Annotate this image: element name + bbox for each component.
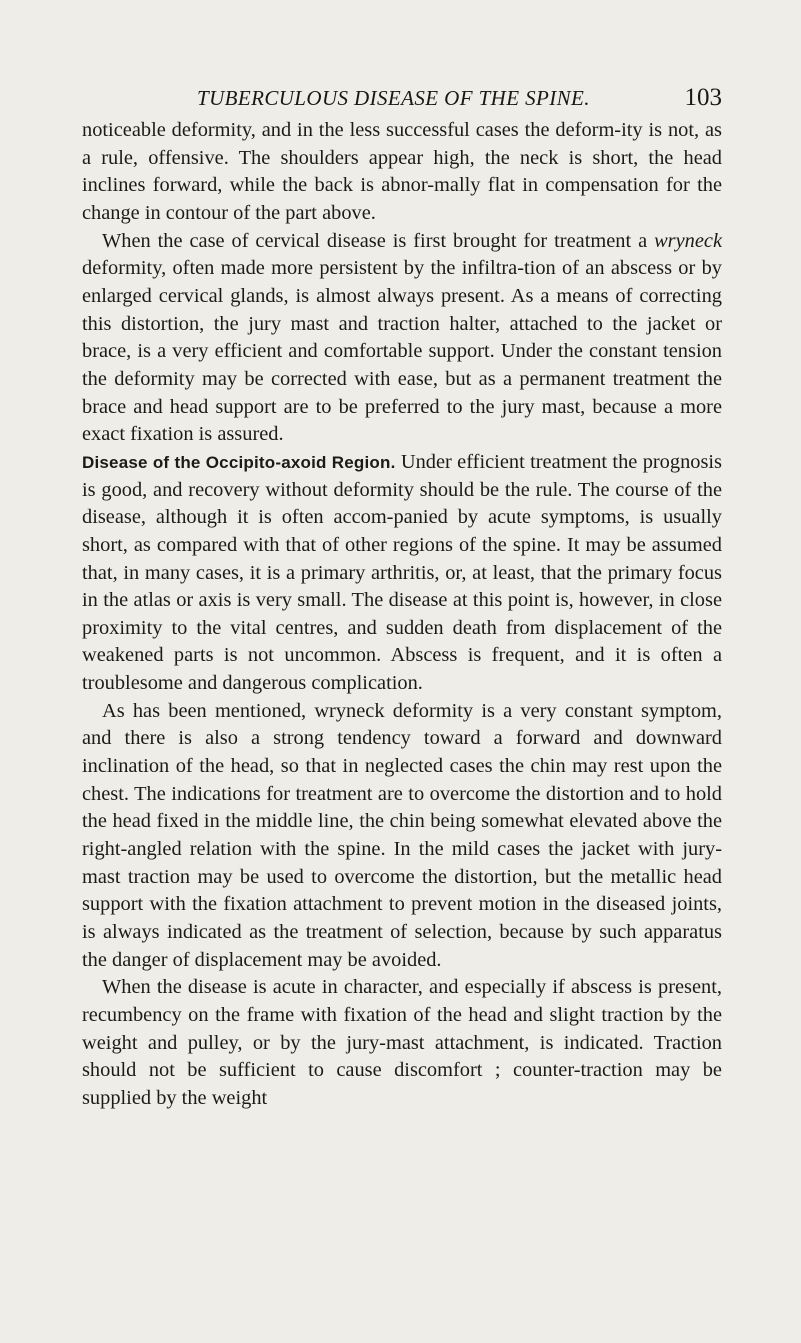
paragraph-wryneck [82, 228, 722, 449]
running-title: TUBERCULOUS DISEASE OF THE SPINE. [197, 86, 590, 110]
paragraph-text: When the disease is acute in character, and especially if abscess is present, recumbency on the frame with fixation of the head and slight traction by the weight and pulley, or by the jury-mast attachment, is indicated. Traction should not be sufficient to cause discomfort ; counter-traction may be supplied by the weight [82, 976, 722, 1109]
body-text [82, 117, 722, 1113]
paragraph-text: noticeable deformity, and in the less successful cases the deform-ity is not, as a rule, offensive. The shoulders appear high, the neck is short, the head inclines forward, while the back is abnor-mally flat in compensation for the change in contour of the part above. [82, 119, 722, 224]
paragraph-text: Under efficient treatment the prognosis is good, and recovery without deformity should be the rule. The course of the disease, although it is often accom-panied by acute symptoms, is usually short, as compared with that of other regions of the spine. It may be assumed that, in many cases, it is a primary arthritis, or, at least, that the primary focus in the atlas or axis is very small. The disease at this point is, however, in close proximity to the vital centres, and sudden death from displacement of the weakened parts is not uncommon. Abscess is frequent, and it is often a troublesome and dangerous complication. [82, 450, 722, 695]
section-heading: Disease of the Occipito-axoid Region. [82, 452, 396, 472]
paragraph-acute [82, 974, 722, 1112]
paragraph-continuation [82, 117, 722, 228]
italic-term: wryneck [654, 229, 722, 252]
paragraph-text: As has been mentioned, wryneck deformity is a very constant symptom, and there is also a strong tendency toward a forward and downward inclination of the head, so that in neglected cases the chin may rest upon the chest. The indications for treatment are to overcome the distortion and to hold the head fixed in the middle line, the chin being somewhat elevated above the right-angled relation with the spine. In the mild cases the jacket with jury-mast traction may be used to overcome the distortion, but the metallic head support with the fixation attachment to prevent motion in the diseased joints, is always indicated as the treatment of selection, because by such apparatus the danger of displacement may be avoided. [82, 699, 722, 971]
paragraph-symptoms [82, 698, 722, 975]
paragraph-text: When the case of cervical disease is first brought for treatment a [102, 229, 655, 252]
running-head [82, 80, 722, 120]
paragraph-occipito-axoid [82, 449, 722, 698]
page-number: 103 [684, 84, 722, 111]
paragraph-text: deformity, often made more persistent by the infiltra-tion of an abscess or by enlarged cervical glands, is almost always present. As a means of correcting this distortion, the jury mast and traction halter, attached to the jacket or brace, is a very efficient and comfortable support. Under the constant tension the deformity may be corrected with ease, but as a permanent treatment the brace and head support are to be preferred to the jury mast, because a more exact fixation is assured. [82, 257, 722, 446]
